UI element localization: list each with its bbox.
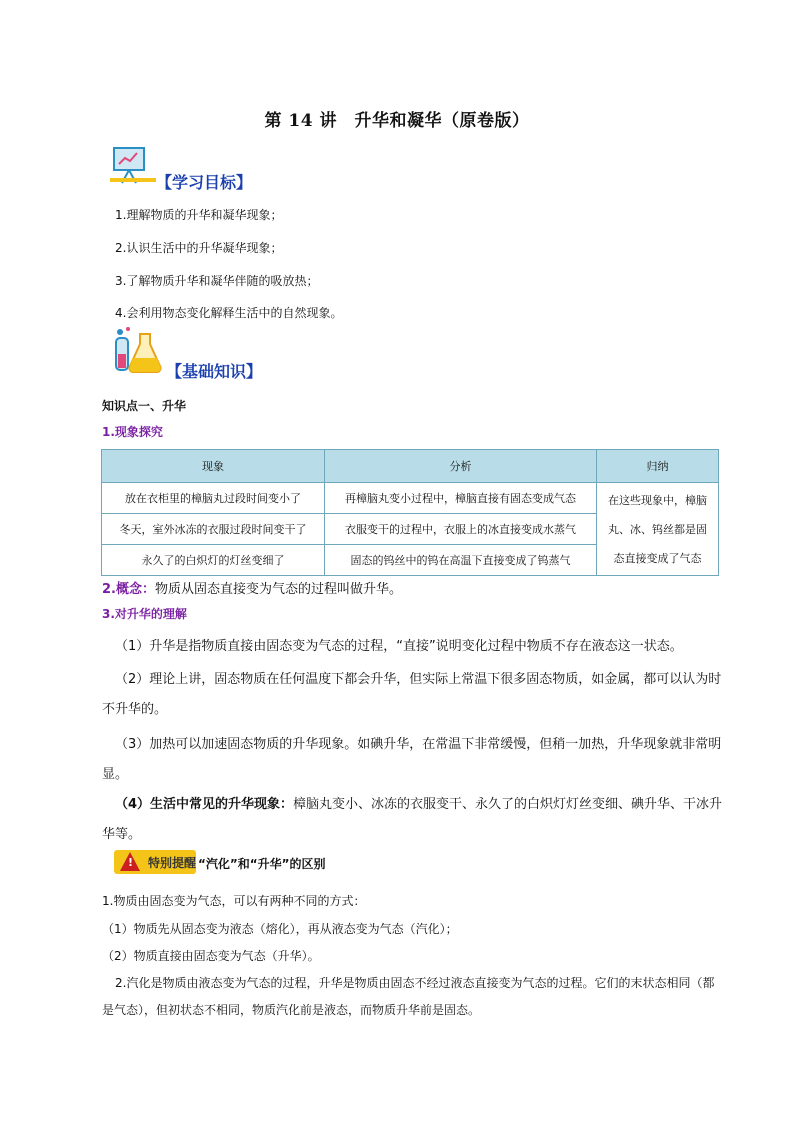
section-heading: 3.对升华的理解 <box>102 607 187 621</box>
goal-item: 2.认识生活中的升华凝华现象； <box>115 241 283 255</box>
phenomena-table <box>101 449 719 576</box>
tip-line: 1.物质由固态变为气态，可以有两种不同的方式： <box>102 894 366 908</box>
table-cell: 固态的钨丝中的钨在高温下直接变成了钨蒸气 <box>325 545 597 576</box>
paragraph: （3）加热可以加速固态物质的升华现象。如碘升华，在常温下非常缓慢，但稍一加热，升华现象就非常明显。 <box>102 737 722 782</box>
tip-paragraph: 2.汽化是物质由液态变为气态的过程，升华是物质由固态不经过液态直接变为气态的过程。它们的末状态相同（都是气态），但初状态不相同，物质汽化前是液态，而物质升华前是固态。 <box>102 976 715 1017</box>
warning-mark: ! <box>128 856 134 869</box>
presentation-board-icon <box>110 146 158 186</box>
table-header: 分析 <box>325 450 597 483</box>
paragraph-label: （4）生活中常见的升华现象： <box>115 797 294 812</box>
goals-heading: 【学习目标】 <box>156 173 253 192</box>
goal-item: 3.了解物质升华和凝华伴随的吸放热； <box>115 274 319 288</box>
basics-heading: 【基础知识】 <box>166 362 263 381</box>
knowledge-point-title: 知识点一、升华 <box>102 399 187 413</box>
table-cell: 永久了的白炽灯的灯丝变细了 <box>102 545 325 576</box>
goal-item: 4.会利用物态变化解释生活中的自然现象。 <box>115 306 343 320</box>
table-header: 现象 <box>102 450 325 483</box>
tip-title: “汽化”和“升华”的区别 <box>198 857 326 871</box>
concept-label: 2.概念： <box>102 582 155 597</box>
paragraph-text: 樟脑丸变小、冰冻的衣服变干、永久了的白炽灯灯丝变细、碘升华、干冰升华等。 <box>102 797 723 842</box>
goal-item: 1.理解物质的升华和凝华现象； <box>115 208 283 222</box>
tip-line: （1）物质先从固态变为液态（熔化），再从液态变为气态（汽化）； <box>102 922 458 936</box>
paragraph: （2）理论上讲，固态物质在任何温度下都会升华，但实际上常温下很多固态物质，如金属，都可以认为时不升华的。 <box>102 672 722 717</box>
table-header: 归纳 <box>597 450 719 483</box>
lab-flask-icon <box>110 326 164 374</box>
table-cell: 再樟脑丸变小过程中，樟脑直接有固态变成气态 <box>325 483 597 514</box>
paragraph: （1）升华是指物质直接由固态变为气态的过程，“直接”说明变化过程中物质不存在液态这一状态。 <box>115 639 683 654</box>
page-title: 第 14 讲 升华和凝华（原卷版） <box>264 111 530 131</box>
concept-text: 物质从固态直接变为气态的过程叫做升华。 <box>154 582 402 597</box>
tip-badge-label: 特别提醒 <box>148 856 197 870</box>
concept-line <box>102 578 402 597</box>
table-row <box>102 483 719 514</box>
section-heading: 1.现象探究 <box>102 425 163 439</box>
paragraph <box>102 790 724 850</box>
table-cell: 冬天，室外冰冻的衣服过段时间变干了 <box>102 514 325 545</box>
tip-line: （2）物质直接由固态变为气态（升华）。 <box>102 949 320 963</box>
table-cell: 衣服变干的过程中，衣服上的冰直接变成水蒸气 <box>325 514 597 545</box>
table-cell: 放在衣柜里的樟脑丸过段时间变小了 <box>102 483 325 514</box>
summary-cell: 在这些现象中，樟脑丸、冰、钨丝都是固态直接变成了气态 <box>597 483 719 576</box>
table-header-row <box>102 450 719 483</box>
tip-badge <box>114 850 196 874</box>
